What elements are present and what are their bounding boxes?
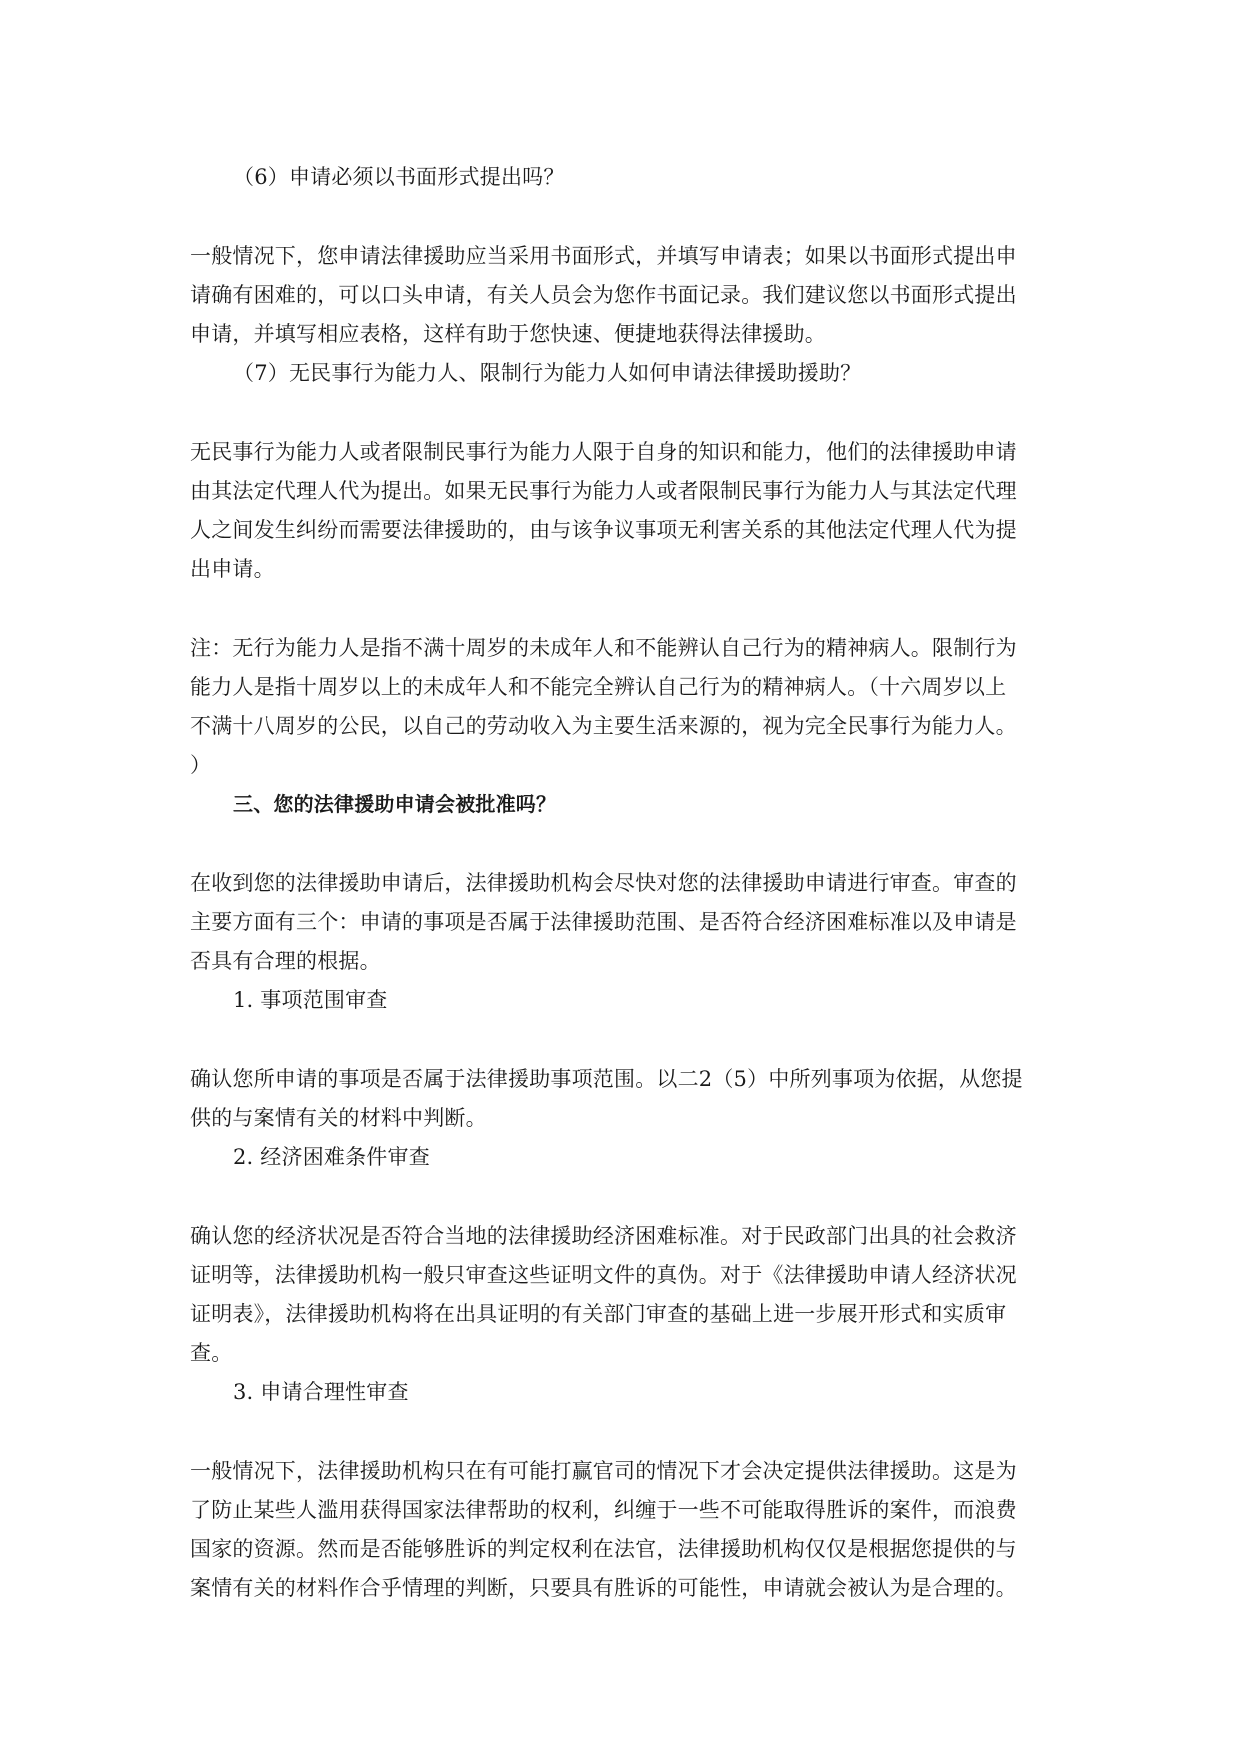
question-7-heading: （7）无民事行为能力人、限制行为能力人如何申请法律援助援助？	[233, 361, 862, 385]
question-7-answer-line-4: 出申请。	[190, 557, 275, 581]
item-2-text-line-2: 证明等，法律援助机构一般只审查这些证明文件的真伪。对于《法律援助申请人经济状况	[190, 1263, 1017, 1287]
item-1-heading: 1. 事项范围审查	[233, 988, 388, 1012]
section-3-intro-line-1: 在收到您的法律援助申请后，法律援助机构会尽快对您的法律援助申请进行审查。审查的	[190, 871, 1017, 895]
question-6-answer-line-1: 一般情况下，您申请法律援助应当采用书面形式，并填写申请表；如果以书面形式提出申	[190, 244, 1017, 268]
question-7-answer-line-2: 由其法定代理人代为提出。如果无民事行为能力人或者限制民事行为能力人与其法定代理	[190, 479, 1017, 503]
item-2-text-line-4: 查。	[190, 1341, 233, 1365]
question-6-heading: （6）申请必须以书面形式提出吗？	[233, 165, 565, 189]
section-3-heading: 三、您的法律援助申请会被批准吗？	[233, 792, 557, 816]
item-3-text-line-3: 国家的资源。然而是否能够胜诉的判定权利在法官，法律援助机构仅仅是根据您提供的与	[190, 1537, 1017, 1561]
item-2-heading: 2. 经济困难条件审查	[233, 1145, 430, 1169]
item-3-text-line-2: 了防止某些人滥用获得国家法律帮助的权利，纠缠于一些不可能取得胜诉的案件，而浪费	[190, 1498, 1017, 1522]
item-3-text-line-4: 案情有关的材料作合乎情理的判断，只要具有胜诉的可能性，申请就会被认为是合理的。	[190, 1576, 1017, 1600]
question-7-answer-line-3: 人之间发生纠纷而需要法律援助的，由与该争议事项无利害关系的其他法定代理人代为提	[190, 518, 1017, 542]
item-3-heading: 3. 申请合理性审查	[233, 1380, 409, 1404]
section-3-intro-line-3: 否具有合理的根据。	[190, 949, 381, 973]
item-2-text-line-3: 证明表》，法律援助机构将在出具证明的有关部门审查的基础上进一步展开形式和实质审	[190, 1302, 1007, 1326]
question-7-answer-line-1: 无民事行为能力人或者限制民事行为能力人限于自身的知识和能力，他们的法律援助申请	[190, 440, 1017, 464]
note-line-2: 能力人是指十周岁以上的未成年人和不能完全辨认自己行为的精神病人。（十六周岁以上	[190, 675, 1007, 699]
question-6-answer-line-3: 申请，并填写相应表格，这样有助于您快速、便捷地获得法律援助。	[190, 322, 826, 346]
note-line-1: 注：无行为能力人是指不满十周岁的未成年人和不能辨认自己行为的精神病人。限制行为	[190, 636, 1017, 660]
section-3-intro-line-2: 主要方面有三个：申请的事项是否属于法律援助范围、是否符合经济困难标准以及申请是	[190, 910, 1017, 934]
note-line-3: 不满十八周岁的公民，以自己的劳动收入为主要生活来源的，视为完全民事行为能力人。	[190, 714, 1017, 738]
item-1-text-line-2: 供的与案情有关的材料中判断。	[190, 1106, 487, 1130]
item-3-text-line-1: 一般情况下，法律援助机构只在有可能打赢官司的情况下才会决定提供法律援助。这是为	[190, 1459, 1017, 1483]
item-1-text-line-1: 确认您所申请的事项是否属于法律援助事项范围。以二2（5）中所列事项为依据，从您提	[190, 1067, 1023, 1091]
item-2-text-line-1: 确认您的经济状况是否符合当地的法律援助经济困难标准。对于民政部门出具的社会救济	[190, 1224, 1017, 1248]
note-line-4: ）	[190, 753, 212, 777]
question-6-answer-line-2: 请确有困难的，可以口头申请，有关人员会为您作书面记录。我们建议您以书面形式提出	[190, 283, 1017, 307]
